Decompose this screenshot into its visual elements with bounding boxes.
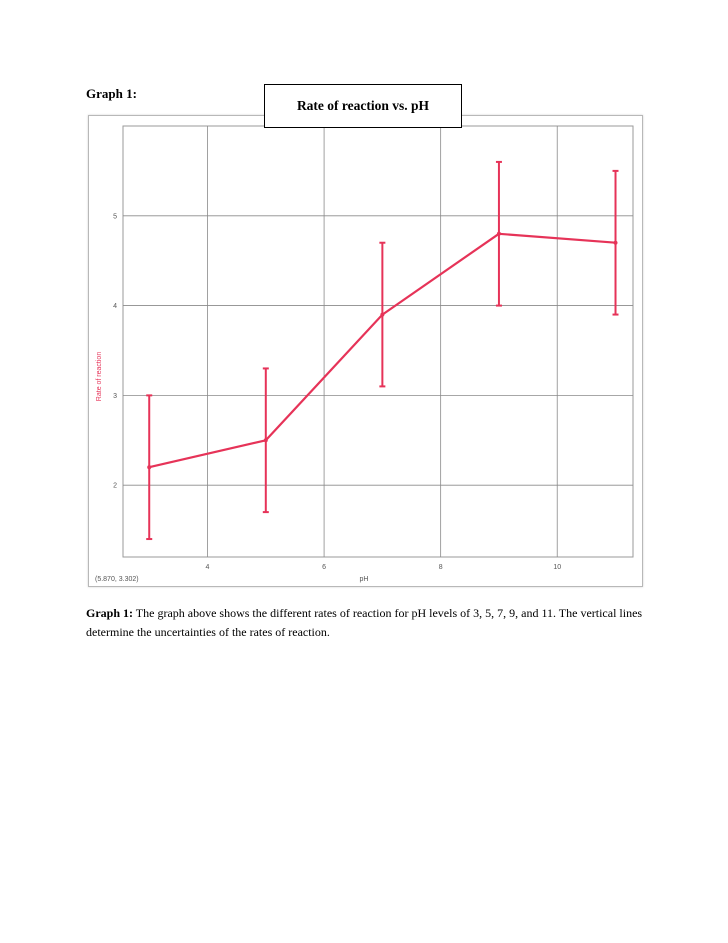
grid-lines <box>123 126 633 557</box>
y-tick-label: 3 <box>113 392 117 400</box>
data-point <box>614 241 618 245</box>
x-tick-label: 8 <box>438 564 443 571</box>
x-tick-labels <box>206 564 562 571</box>
data-point <box>264 438 268 442</box>
x-tick-label: 10 <box>553 564 562 571</box>
data-point <box>147 465 151 469</box>
chart-frame <box>88 115 643 587</box>
y-tick-label: 5 <box>113 213 117 221</box>
data-point <box>380 313 384 317</box>
error-bars <box>146 162 618 539</box>
caption-text: The graph above shows the different rates of reaction for pH levels of 3, 5, 7, 9, and 11. The vertical lines determine the uncertainties of the rates of reaction. <box>86 606 643 639</box>
x-axis-label: pH <box>359 576 369 583</box>
data-point <box>497 232 501 236</box>
caption-label: Graph 1: <box>86 606 134 620</box>
graph-heading: Graph 1: <box>86 86 137 101</box>
x-tick-label: 4 <box>205 564 210 571</box>
x-tick-label: 6 <box>322 564 327 571</box>
chart-title-box <box>264 84 462 128</box>
y-tick-label: 2 <box>113 482 117 490</box>
y-tick-labels <box>113 213 117 489</box>
cursor-readout: (5.870, 3.302) <box>95 576 139 583</box>
chart-canvas <box>89 116 644 588</box>
plot-area-border <box>123 126 633 557</box>
figure-caption <box>86 604 656 642</box>
chart-title: Rate of reaction vs. pH <box>296 98 430 113</box>
y-axis-label: Rate of reaction <box>96 351 103 402</box>
y-tick-label: 4 <box>113 303 117 311</box>
